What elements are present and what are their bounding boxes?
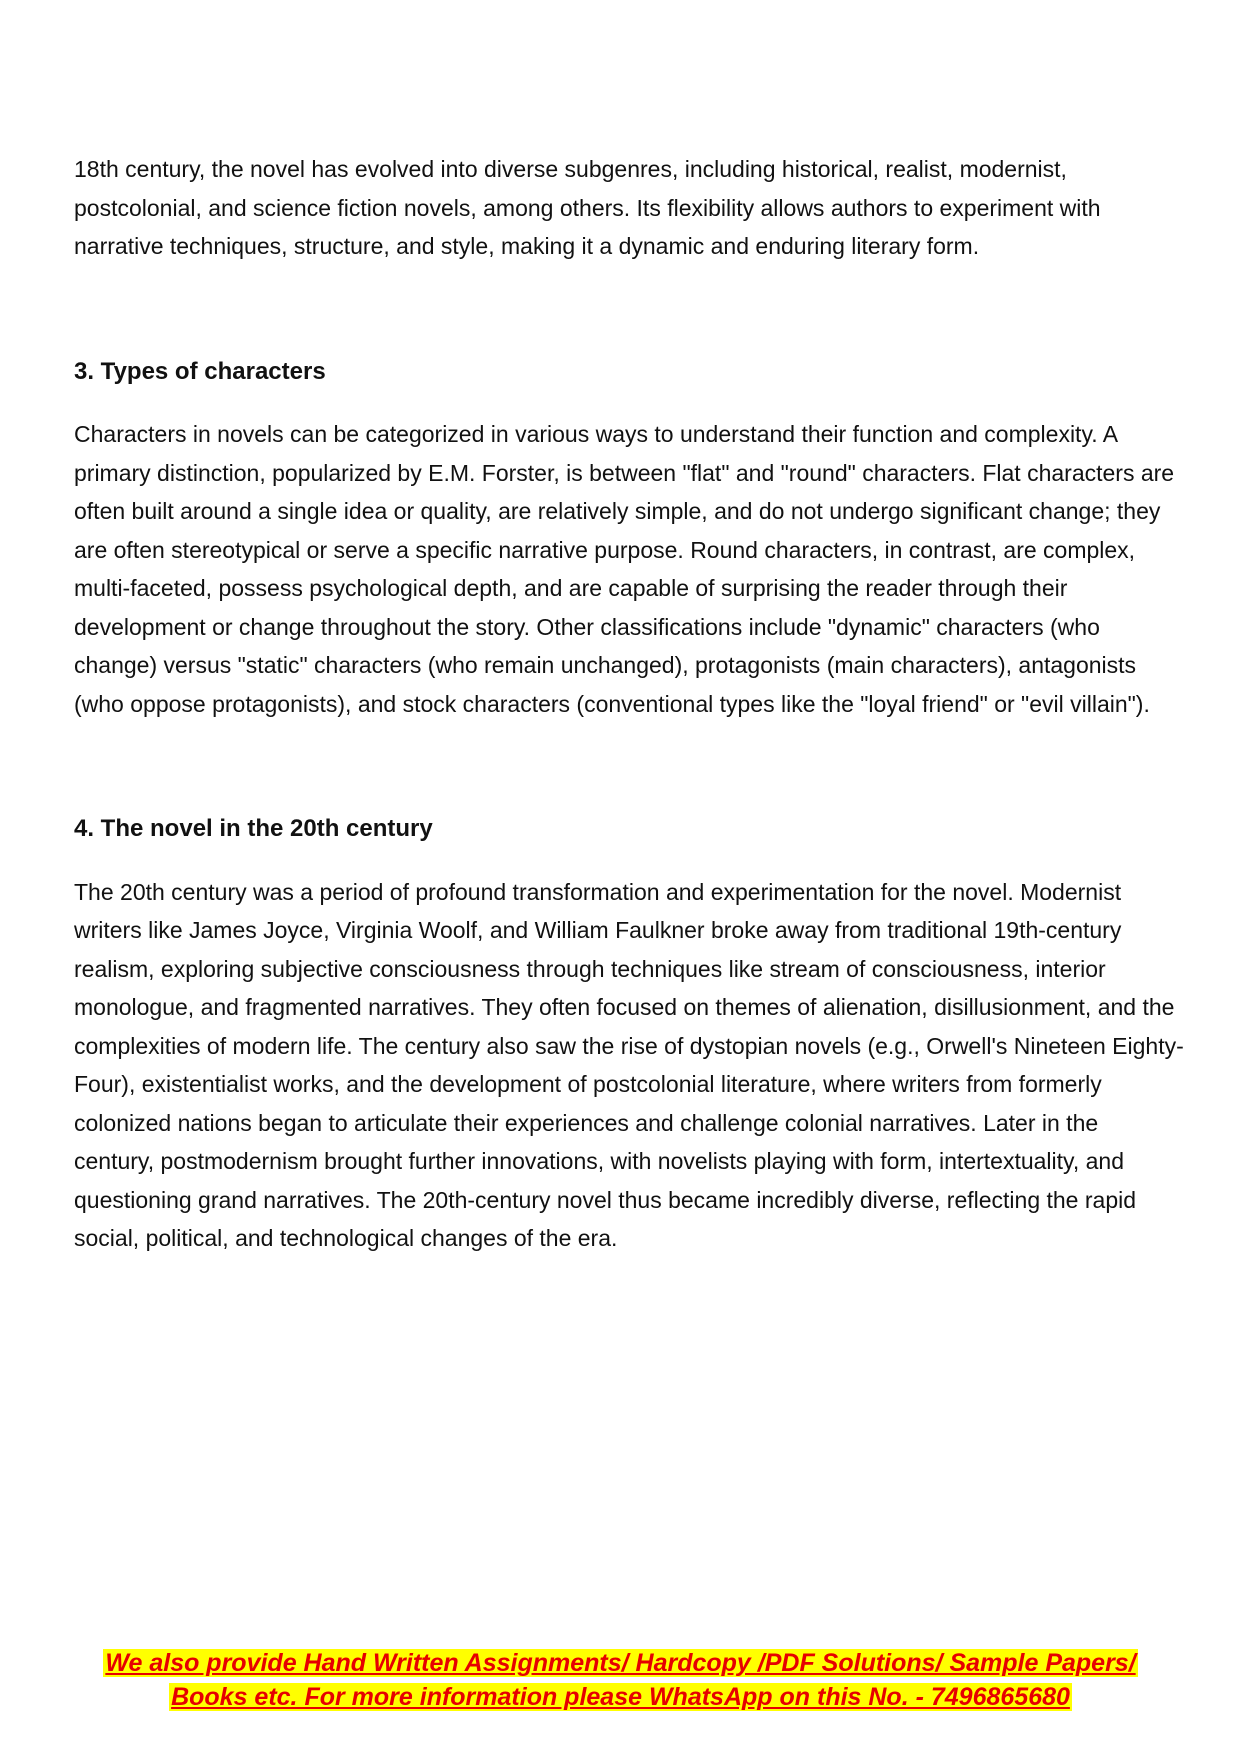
section-paragraph-types-of-characters: Characters in novels can be categorized in various ways to understand their function and complexity. A primary distinction, popularized by E.M. Forster, is between "flat" and "round" characters. Flat characters are often built around a single idea or quality, are relatively simple, and do not undergo significant change; they are often stereotypical or serve a specific narrative purpose. Round characters, in contrast, are complex, multi-faceted, possess psychological depth, and are capable of surprising the reader through their development or change throughout the story. Other classifications include "dynamic" characters (who change) versus "static" characters (who remain unchanged), protagonists (main characters), antagonists (who oppose protagonists), and stock characters (conventional types like the "loyal friend" or "evil villain"). bbox=[74, 421, 1175, 717]
heading-spacer bbox=[74, 849, 1184, 873]
intro-paragraph: 18th century, the novel has evolved into diverse subgenres, including historical, realist, modernist, postcolonial, and science fiction novels, among others. Its flexibility allows authors to experiment with narrative techniques, structure, and style, making it a dynamic and enduring literary form. bbox=[74, 156, 1101, 259]
promo-footer-line-2: Books etc. For more information please WhatsApp on this No. - 7496865680 bbox=[171, 1683, 1070, 1711]
promo-footer bbox=[60, 1646, 1181, 1714]
document-content bbox=[74, 150, 1184, 1258]
promo-footer-line-1: We also provide Hand Written Assignments/ Hardcopy /PDF Solutions/ Sample Papers/ bbox=[105, 1649, 1136, 1677]
heading-spacer bbox=[74, 391, 1184, 415]
section-heading-20th-century-novel: 4. The novel in the 20th century bbox=[74, 815, 433, 842]
section-heading-types-of-characters: 3. Types of characters bbox=[74, 357, 326, 385]
section-spacer bbox=[74, 266, 1184, 353]
section-paragraph-20th-century-novel: The 20th century was a period of profound transformation and experimentation for the novel. Modernist writers like James Joyce, Virginia Woolf, and William Faulkner broke away from traditional 19th-century realism, exploring subjective consciousness through techniques like stream of consciousness, interior monologue, and fragmented narratives. They often focused on themes of alienation, disillusionment, and the complexities of modern life. The century also saw the rise of dystopian novels (e.g., Orwell's Nineteen Eighty-Four), existentialist works, and the development of postcolonial literature, where writers from formerly colonized nations began to articulate their experiences and challenge colonial narratives. Later in the century, postmodernism brought further innovations, with novelists playing with form, intertextuality, and questioning grand narratives. The 20th-century novel thus became incredibly diverse, reflecting the rapid social, political, and technological changes of the era. bbox=[74, 878, 1184, 1251]
section-spacer bbox=[74, 723, 1184, 810]
